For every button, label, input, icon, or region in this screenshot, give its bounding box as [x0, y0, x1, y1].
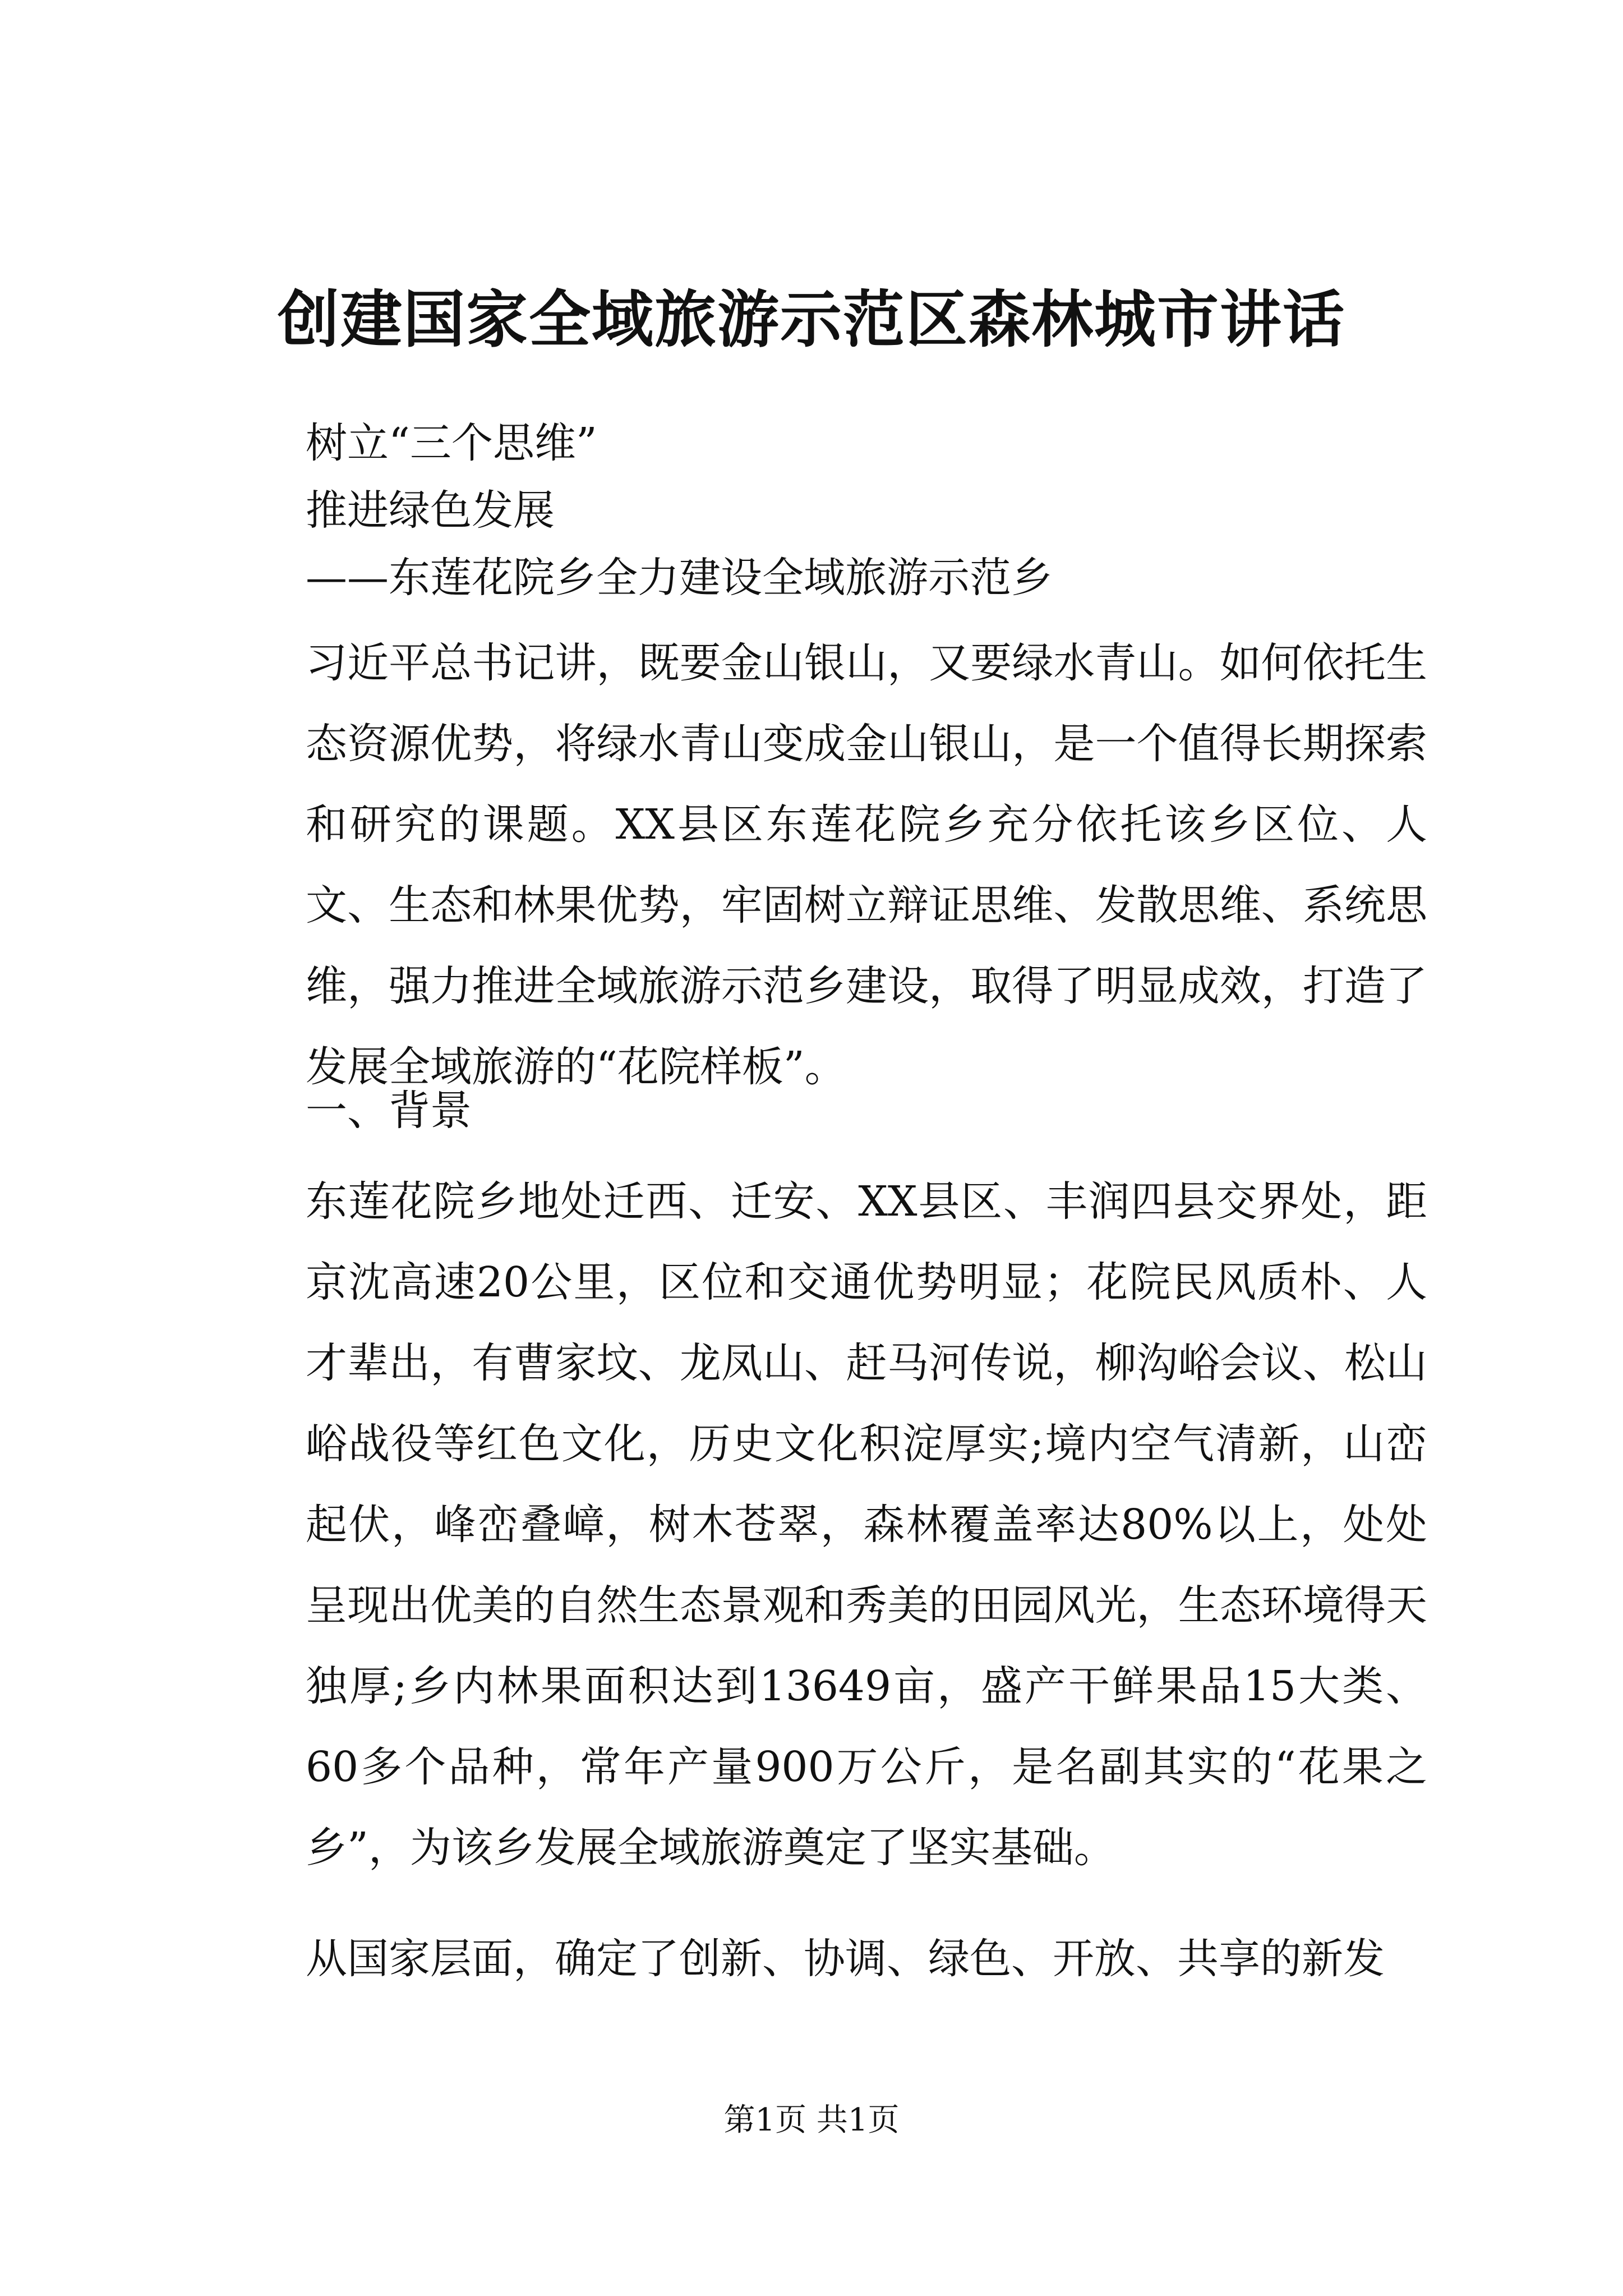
paragraph-national-block [306, 1918, 1427, 1999]
subtitle-line-2: 推进绿色发展 [306, 486, 555, 535]
paragraph-national: 从国家层面，确定了创新、协调、绿色、开放、共享的新发 [306, 1935, 1385, 1983]
page-footer: 第1页 共1页 [723, 2102, 900, 2138]
paragraph-background-block [306, 1161, 1427, 1888]
section-heading-background: 一、背景 [306, 1087, 472, 1135]
subtitle-line-3: ——东莲花院乡全力建设全域旅游示范乡 [306, 554, 1053, 602]
paragraph-intro: 习近平总书记讲，既要金山银山，又要绿水青山。如何依托生态资源优势，将绿水青山变成金山银山，是一个值得长期探索和研究的课题。XX县区东莲花院乡充分依托该乡区位、人文、生态和林果优势，牢固树立辩证思维、发散思维、系统思维，强力推进全域旅游示范乡建设，取得了明显成效，打造了发展全域旅游的“花院样板”。 [306, 639, 1427, 1091]
paragraph-intro-block [306, 623, 1427, 1107]
paragraph-background: 东莲花院乡地处迁西、迁安、XX县区、丰润四县交界处，距京沈高速20公里，区位和交通优势明显；花院民风质朴、人才辈出，有曹家坟、龙凤山、赶马河传说，柳沟峪会议、松山峪战役等红色文化，历史文化积淀厚实;境内空气清新，山峦起伏，峰峦叠嶂，树木苍翠，森林覆盖率达80%以上，处处呈现出优美的自然生态景观和秀美的田园风光，生态环境得天独厚;乡内林果面积达到13649亩，盛产干鲜果品15大类、60多个品种，常年产量900万公斤，是名副其实的“花果之乡”，为该乡发展全域旅游奠定了坚实基础。 [306, 1177, 1427, 1872]
subtitle-line-1: 树立“三个思维” [306, 419, 597, 467]
document-title: 创建国家全域旅游示范区森林城市讲话 [278, 283, 1345, 356]
